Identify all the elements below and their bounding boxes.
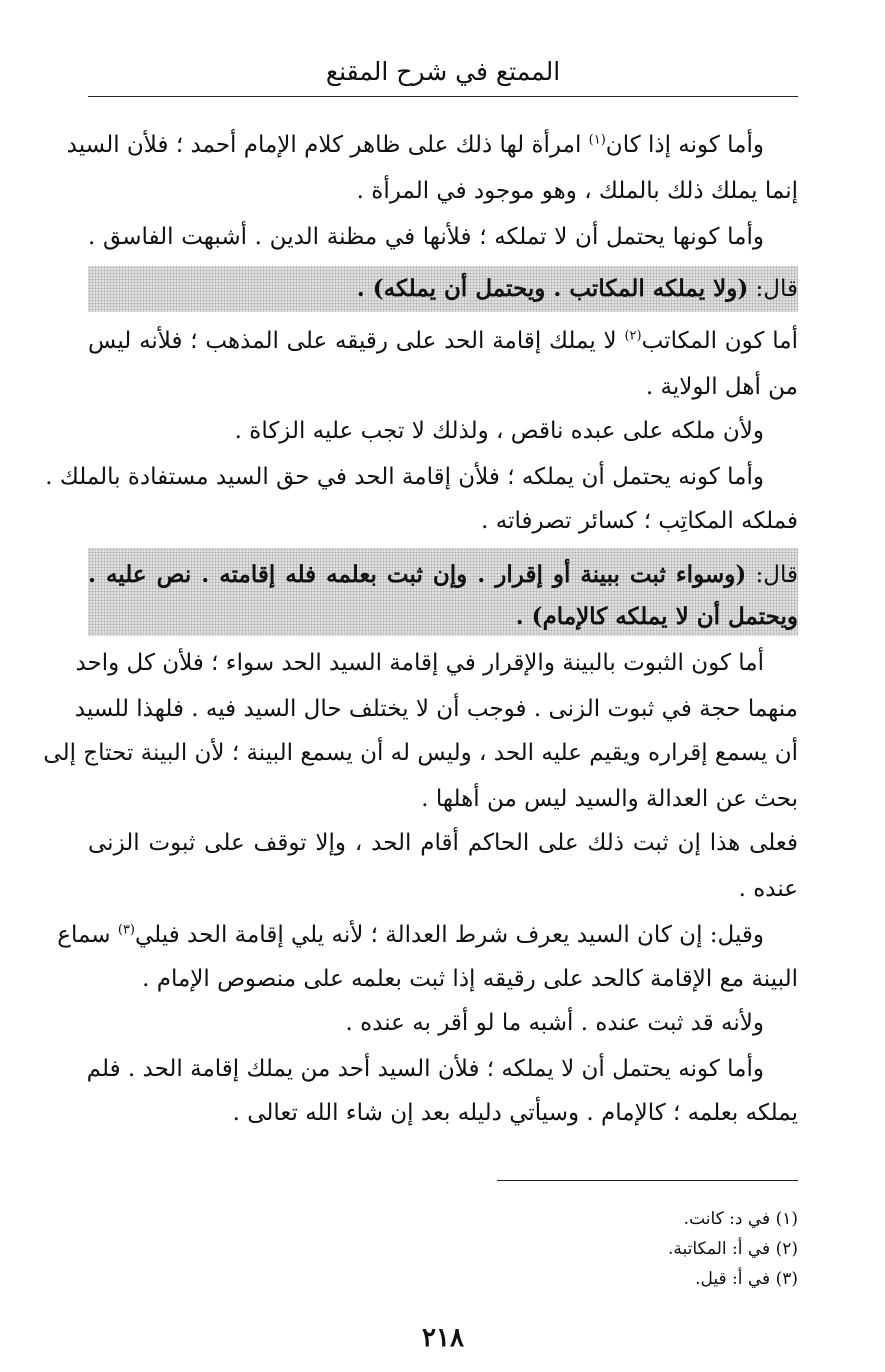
- paragraph-line: [66, 122, 798, 168]
- text-run: امرأة لها ذلك على ظاهر كلام الإمام أحمد ؛ فلأن السيد: [66, 132, 589, 158]
- paragraph-line: [57, 912, 798, 958]
- matn-prefix: قال:: [746, 562, 798, 588]
- paragraph-line: عنده .: [738, 876, 798, 902]
- footnote-marker: (٣): [117, 922, 135, 938]
- paragraph-line: أما كون الثبوت بالبينة والإقرار في إقامة السيد الحد سواء ؛ فلأن كل واحد: [75, 650, 764, 676]
- footnote-marker: (٢): [624, 328, 642, 344]
- footnote-marker: (١): [588, 132, 606, 148]
- matn-line: [88, 552, 798, 598]
- paragraph-line: وأما كونه يحتمل أن لا يملكه ؛ فلأن السيد أحد من يملك إقامة الحد . فلم: [86, 1056, 764, 1082]
- footnote: (٣) في أ: قيل.: [695, 1269, 798, 1289]
- footnote: (٢) في أ: المكاتبة.: [667, 1239, 798, 1259]
- running-header: الممتع في شرح المقنع: [325, 57, 561, 86]
- matn-line: ويحتمل أن لا يملكه كالإمام) .: [515, 603, 798, 630]
- paragraph-line: فملكه المكاتِب ؛ كسائر تصرفاته .: [481, 508, 798, 534]
- matn-line: [88, 266, 798, 312]
- matn-prefix: قال:: [748, 276, 798, 302]
- paragraph-line: فعلى هذا إن ثبت ذلك على الحاكم أقام الحد ، وإلا توقف على ثبوت الزنى: [88, 830, 798, 856]
- text-run: وأما كونه إذا كان: [605, 132, 764, 158]
- text-run: سماع: [57, 922, 118, 948]
- paragraph-line: من أهل الولاية .: [645, 374, 798, 400]
- paragraph-line: منهما حجة في ثبوت الزنى . فوجب أن لا يختلف حال السيد فيه . فلهذا للسيد: [74, 696, 798, 722]
- paragraph-line: وأما كونه يحتمل أن يملكه ؛ فلأن إقامة الحد في حق السيد مستفادة بالملك .: [45, 464, 764, 490]
- header-rule: [88, 96, 798, 97]
- paragraph-line: بحث عن العدالة والسيد ليس من أهلها .: [421, 786, 798, 812]
- text-run: لا يملك إقامة الحد على رقيقه على المذهب ؛ فلأنه ليس: [88, 328, 625, 354]
- paragraph-line: وأما كونها يحتمل أن لا تملكه ؛ فلأنها في مظنة الدين . أشبهت الفاسق .: [88, 224, 764, 250]
- text-run: وقيل: إن كان السيد يعرف شرط العدالة ؛ لأنه يلي إقامة الحد فيلي: [135, 922, 764, 948]
- paragraph-line: ولأن ملكه على عبده ناقص ، ولذلك لا تجب عليه الزكاة .: [234, 418, 764, 444]
- text-run: أما كون المكاتب: [641, 328, 798, 354]
- page-number: ٢١٨: [422, 1323, 464, 1353]
- paragraph-line: إنما يملك ذلك بالملك ، وهو موجود في المرأة .: [356, 178, 798, 204]
- paragraph-line: يملكه بعلمه ؛ كالإمام . وسيأتي دليله بعد إن شاء الله تعالى .: [232, 1100, 798, 1126]
- paragraph-line: أن يسمع إقراره ويقيم عليه الحد ، وليس له أن يسمع البينة ؛ لأن البينة تحتاج إلى: [43, 740, 798, 766]
- matn-text: (وسواء ثبت ببينة أو إقرار . وإن ثبت بعلمه فله إقامته . نص عليه .: [88, 561, 747, 588]
- paragraph-line: ولأنه قد ثبت عنده . أشبه ما لو أقر به عنده .: [345, 1010, 764, 1036]
- paragraph-line: [88, 318, 798, 364]
- matn-text: (ولا يملكه المكاتب . ويحتمل أن يملكه) .: [356, 275, 749, 302]
- footnote-rule: [497, 1180, 798, 1181]
- footnote: (١) في د: كانت.: [683, 1209, 798, 1229]
- paragraph-line: البينة مع الإقامة كالحد على رقيقه إذا ثبت بعلمه على منصوص الإمام .: [142, 966, 798, 992]
